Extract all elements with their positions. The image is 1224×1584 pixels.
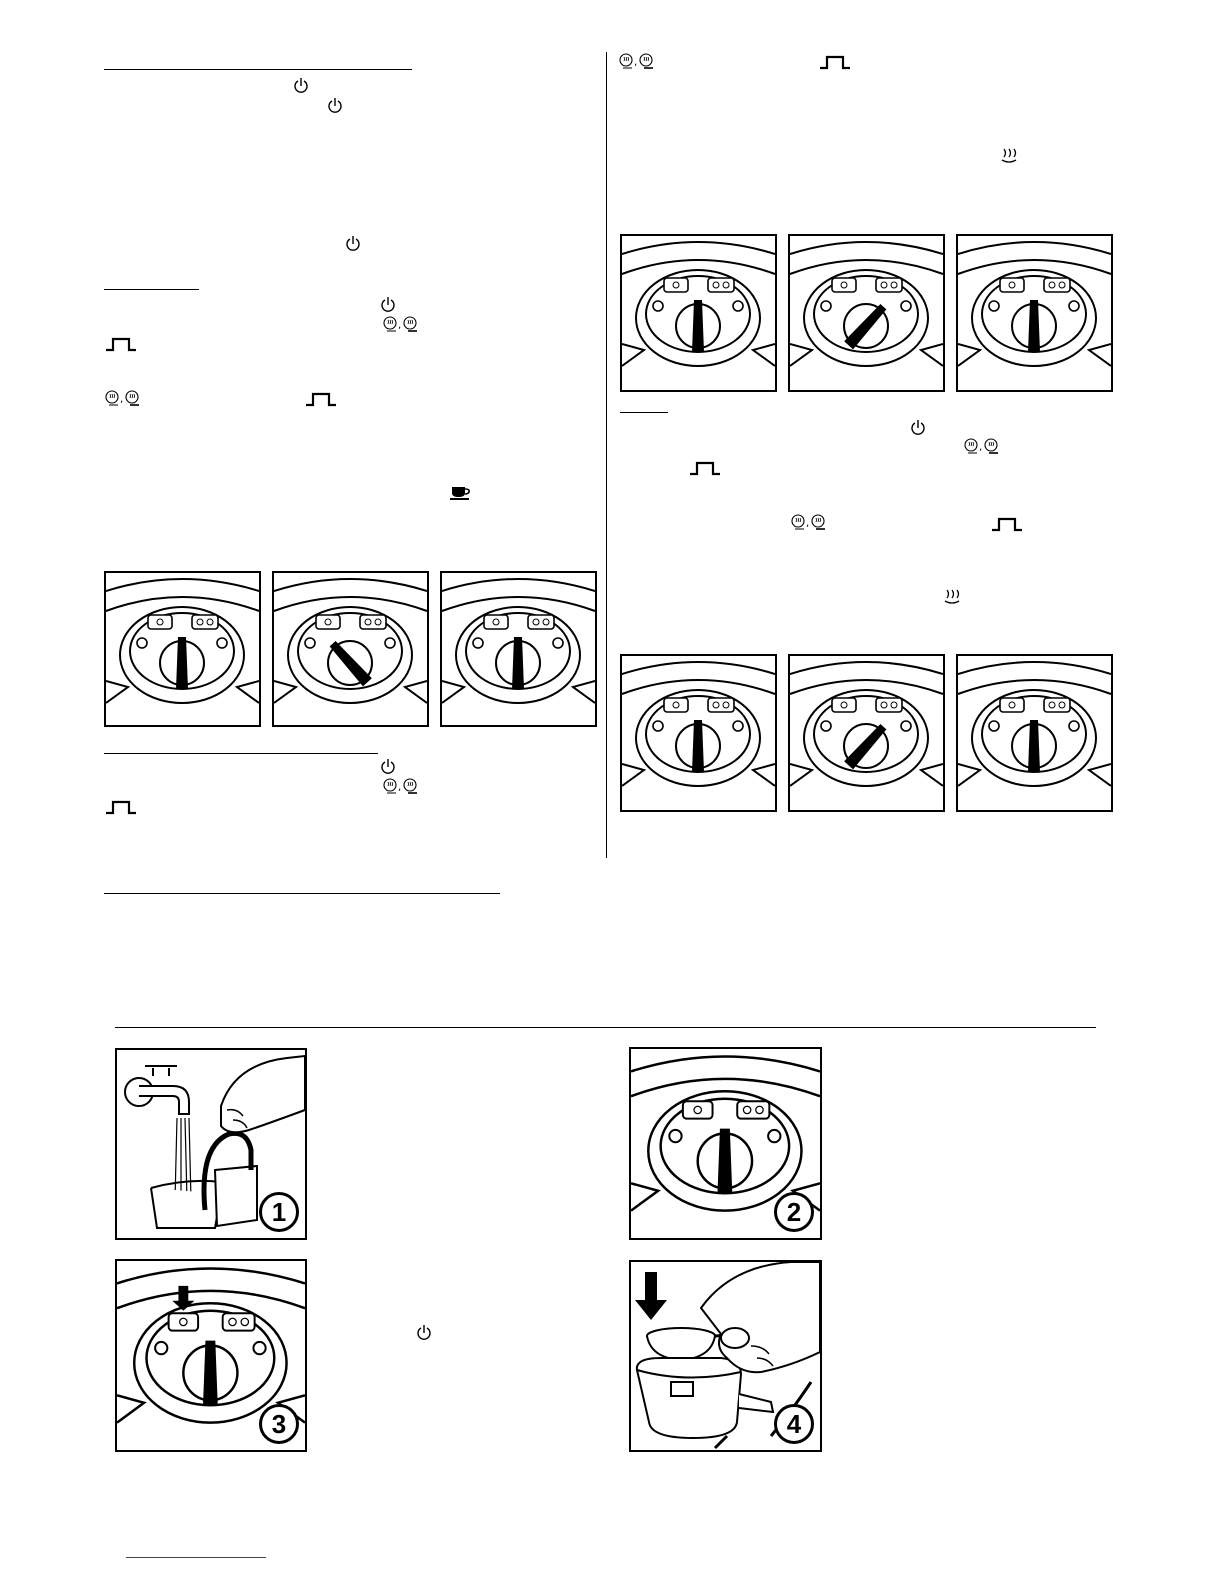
steam-indicator-icons [382,316,422,336]
cup-icon [449,485,489,505]
svg-text:,: , [634,57,638,68]
section-heading-rule-5 [104,893,500,894]
heating-indicator-icon [990,516,1030,536]
step-1-illustration [115,1048,307,1240]
power-icon [910,419,950,439]
steam-indicator-icons [104,390,144,410]
steam-indicator-icons [790,514,830,534]
dial-illustration [272,571,429,727]
dial-illustration [788,234,945,392]
dial-illustration [620,234,777,392]
power-icon [293,77,333,97]
heating-indicator-icon [818,54,858,74]
power-icon [416,1324,456,1344]
heating-indicator-icon [304,391,344,411]
steam-indicator-icons [963,438,1003,458]
step-4-illustration [629,1260,822,1452]
dial-illustration [620,654,777,812]
power-icon [380,758,420,778]
heating-indicator-icon [104,336,144,356]
steam-icon [1000,147,1040,167]
steam-icon [943,588,983,608]
dial-illustration [104,571,261,727]
section-heading-rule-4 [620,412,668,413]
steam-indicator-icons [618,53,658,73]
svg-text:,: , [398,320,402,331]
footer-link-underline[interactable] [126,1557,266,1558]
power-icon [327,97,367,117]
step-number-badge: 3 [259,1404,299,1444]
svg-text:,: , [398,782,402,793]
step-number-badge: 2 [774,1192,814,1232]
dial-illustration [956,654,1113,812]
power-icon [380,296,420,316]
step-3-illustration [115,1259,307,1452]
svg-text:,: , [806,518,810,529]
dial-illustration [440,571,597,727]
section-separator [115,1027,1096,1028]
steam-indicator-icons [382,778,422,798]
column-divider [606,52,607,858]
svg-text:,: , [979,442,983,453]
step-number-badge: 4 [774,1404,814,1444]
step-number-badge: 1 [259,1192,299,1232]
heating-indicator-icon [104,799,144,819]
power-icon [345,235,385,255]
section-heading-rule-2 [104,289,199,290]
section-heading-rule-1 [104,69,412,70]
heating-indicator-icon [688,460,728,480]
section-heading-rule-3 [104,753,378,754]
svg-text:,: , [120,394,124,405]
dial-illustration [788,654,945,812]
step-2-illustration [629,1047,822,1240]
dial-illustration [956,234,1113,392]
